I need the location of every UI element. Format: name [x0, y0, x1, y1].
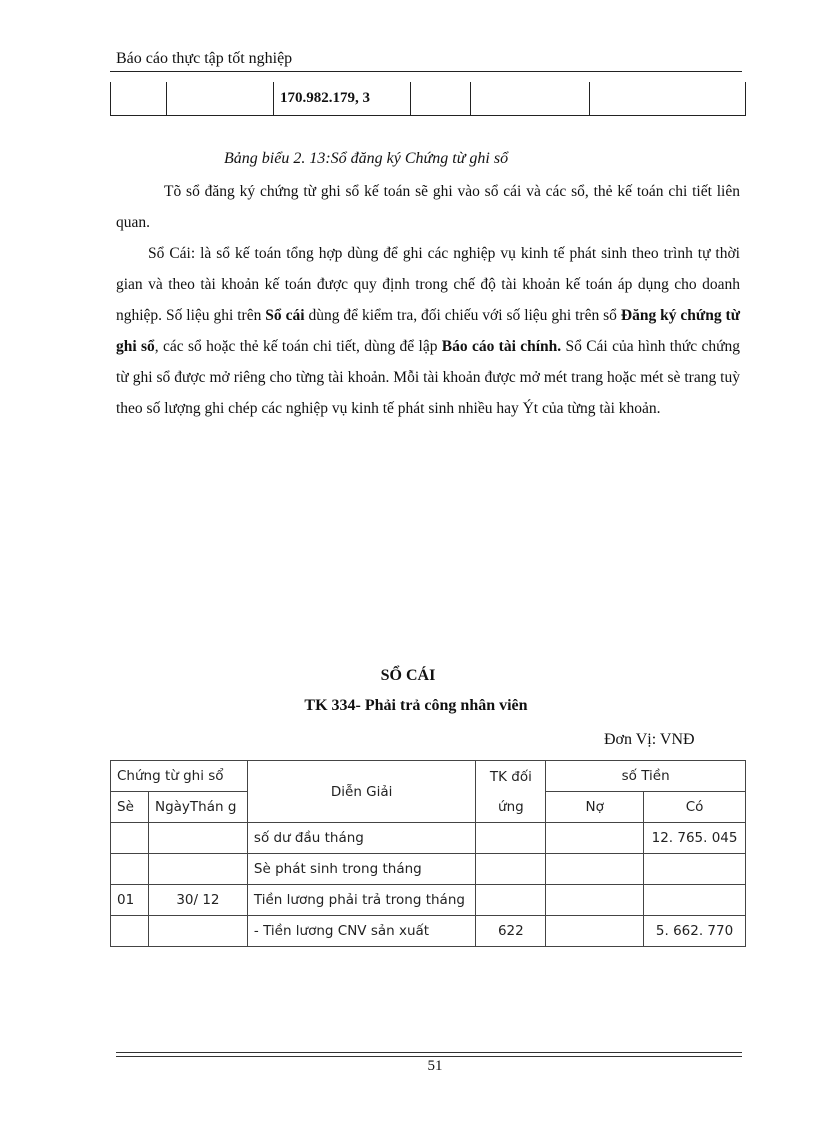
footer-rule: [116, 1052, 742, 1053]
header-date: NgàyThán g: [148, 792, 247, 823]
row-description: Sè phát sinh trong tháng: [247, 854, 476, 885]
paragraph-2-text: , các sổ hoặc thẻ kế toán chi tiết, dùng để lập: [154, 338, 442, 355]
ledger-table: [110, 760, 746, 947]
table-cell: 170.982.179, 3: [274, 82, 411, 116]
currency-unit: Đơn Vị: VNĐ: [604, 731, 695, 748]
table-row: [111, 916, 746, 947]
table-cell: [471, 82, 590, 116]
paragraph-2: [116, 238, 740, 424]
table-row: [111, 82, 746, 116]
row-number: [111, 854, 149, 885]
paragraph-2-text: Sổ Cái: là sổ kế toán tổng hợp dùng để ghi các nghiệp vụ kinh tế phát sinh theo trình tự thời gian và theo tài khoản kế toán được quy định trong chế độ tài khoản kế toán áp dụng cho doanh nghiệp. Số liệu ghi trên: [116, 245, 740, 324]
row-description: số dư đầu tháng: [247, 823, 476, 854]
table-caption: Bảng biểu 2. 13:Sổ đăng ký Chứng từ ghi sổ: [224, 150, 509, 167]
row-credit: 5. 662. 770: [644, 916, 746, 947]
table-row: [111, 823, 746, 854]
header-account: TK đối ứng: [476, 761, 546, 823]
continued-table: [110, 82, 746, 116]
row-debit: [546, 823, 644, 854]
body-text: [116, 176, 740, 424]
header-voucher: Chứng từ ghi sổ: [111, 761, 248, 792]
row-description: - Tiền lương CNV sản xuất: [247, 916, 476, 947]
ledger-title: SỔ CÁI: [380, 667, 436, 684]
row-account: [476, 854, 546, 885]
row-date: 30/ 12: [148, 885, 247, 916]
page-header-title: Báo cáo thực tập tốt nghiệp: [116, 50, 293, 67]
row-description: Tiền lương phải trả trong tháng: [247, 885, 476, 916]
header-amount: số Tiền: [546, 761, 746, 792]
row-credit: [644, 885, 746, 916]
page-number: 51: [427, 1058, 443, 1074]
table-row: [111, 854, 746, 885]
header-row: [111, 761, 746, 792]
row-date: [148, 916, 247, 947]
header-description: Diễn Giải: [247, 761, 476, 823]
header-credit: Có: [644, 792, 746, 823]
header-debit: Nợ: [546, 792, 644, 823]
row-account: 622: [476, 916, 546, 947]
row-number: 01: [111, 885, 149, 916]
table-cell: [167, 82, 274, 116]
row-date: [148, 823, 247, 854]
row-date: [148, 854, 247, 885]
table-cell: [411, 82, 471, 116]
bold-term-financial-report: Báo cáo tài chính.: [441, 338, 562, 355]
header-rule: [110, 71, 742, 72]
row-debit: [546, 854, 644, 885]
row-account: [476, 885, 546, 916]
row-credit: 12. 765. 045: [644, 823, 746, 854]
row-debit: [546, 885, 644, 916]
row-number: [111, 916, 149, 947]
row-debit: [546, 916, 644, 947]
paragraph-2-text: dùng để kiểm tra, đối chiếu với số liệu ghi trên sổ: [304, 307, 621, 324]
row-credit: [644, 854, 746, 885]
table-cell: [111, 82, 167, 116]
bold-term-register: Đăng ký chứng từ ghi sổ: [116, 307, 741, 355]
row-number: [111, 823, 149, 854]
ledger-subtitle: TK 334- Phải trả công nhân viên: [304, 697, 528, 714]
paragraph-2-text: Sổ Cái của hình thức chứng từ ghi sổ được mở riêng cho từng tài khoản. Mỗi tài khoản được mở mét trang hoặc mét sè trang tuỳ theo số lượng ghi chép các nghiệp vụ kinh tế phát sinh nhiều hay Ýt của từng tài khoản.: [116, 338, 741, 417]
row-account: [476, 823, 546, 854]
footer-rule: [116, 1056, 742, 1057]
paragraph-1: Tõ sổ đăng ký chứng từ ghi sổ kế toán sẽ ghi vào sổ cái và các sổ, thẻ kế toán chi tiết liên quan.: [116, 183, 740, 231]
bold-term-ledger: Sổ cái: [265, 307, 305, 324]
header-number: Sè: [111, 792, 149, 823]
table-row: [111, 885, 746, 916]
table-cell: [590, 82, 746, 116]
